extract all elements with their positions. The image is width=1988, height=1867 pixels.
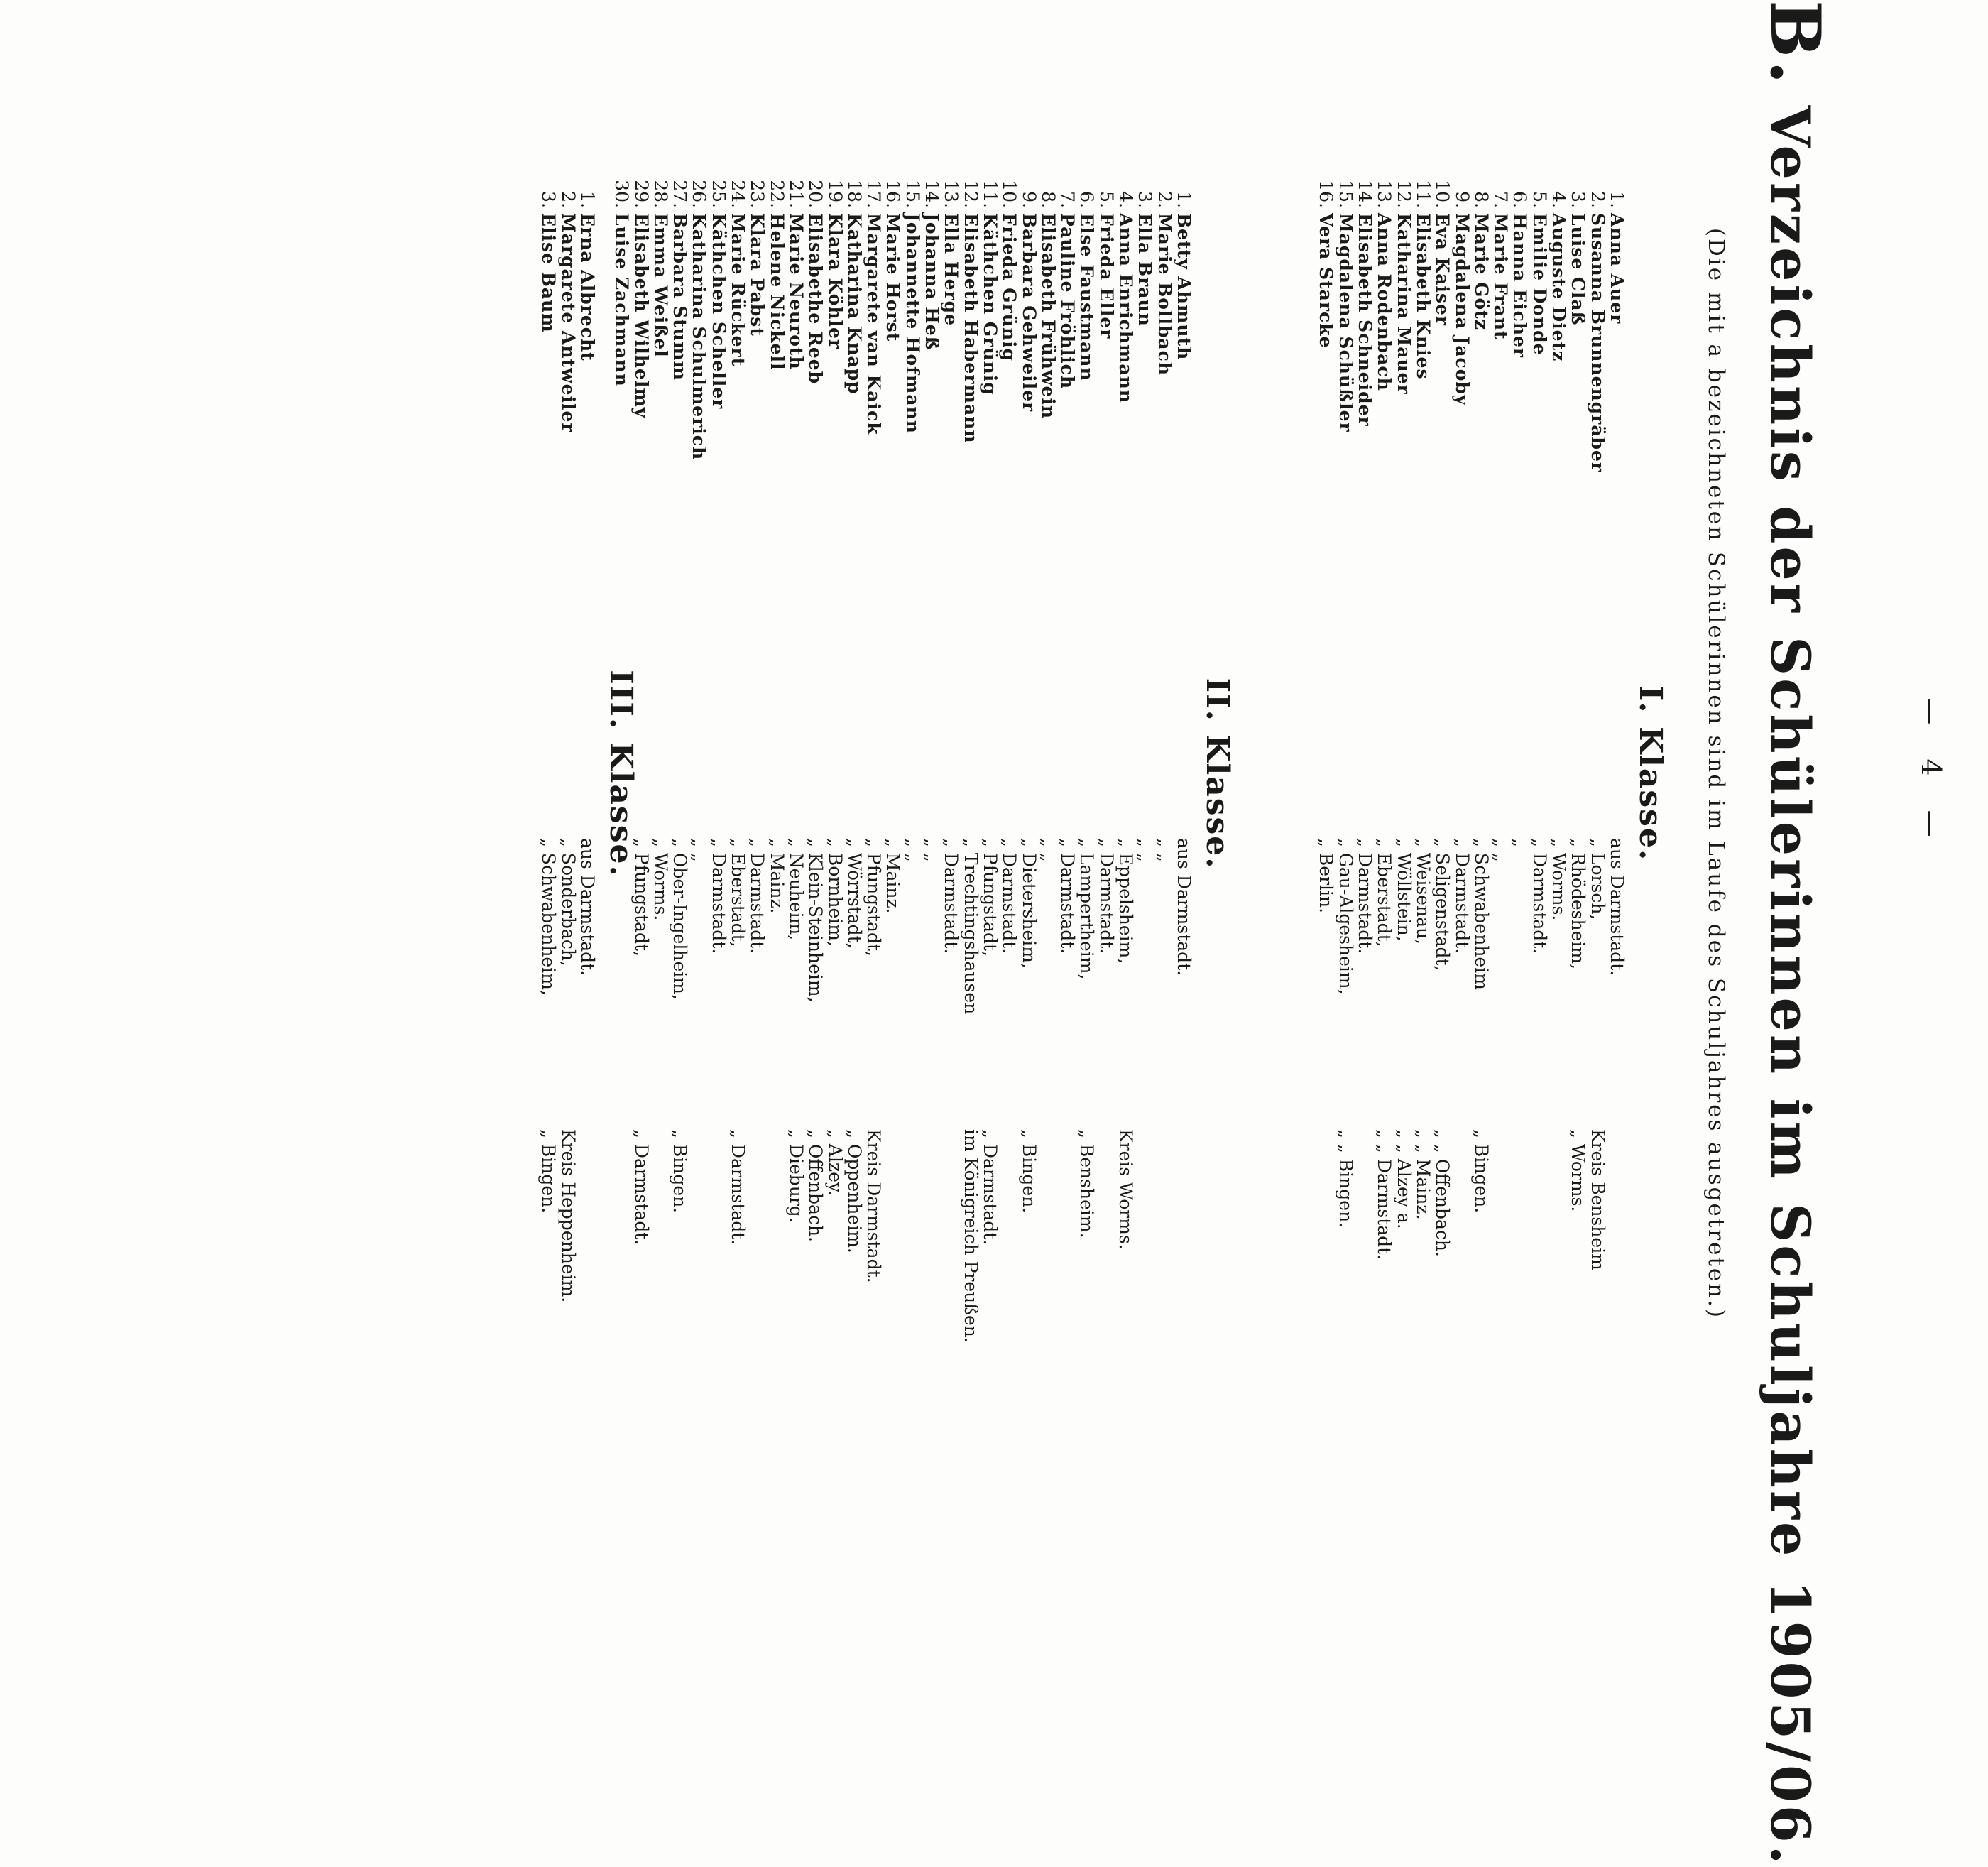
student-name: Emilie Donde	[1529, 213, 1550, 356]
student-name: Betty Ahmuth	[1174, 213, 1194, 361]
student-number: 1.	[1607, 191, 1627, 208]
student-name: Helene Nickell	[766, 213, 787, 371]
student-row	[1453, 0, 1471, 1547]
student-row	[1607, 0, 1626, 1547]
student-number: 14.	[1355, 180, 1376, 208]
student-origin: „ Neuheim,	[786, 838, 807, 941]
student-origin: „ Schwabenheim,	[538, 838, 559, 996]
student-row	[539, 0, 557, 1547]
class-heading: II. Klasse.	[1199, 677, 1235, 870]
student-name: Katharina Mauer	[1393, 213, 1414, 395]
student-row	[559, 0, 577, 1547]
student-row	[1394, 0, 1413, 1547]
student-origin: „ „	[902, 838, 923, 862]
student-name: Eva Kaiser	[1432, 213, 1453, 327]
student-number: 8.	[1470, 191, 1492, 208]
student-row	[961, 0, 980, 1547]
student-number: 16.	[883, 180, 904, 208]
student-name: Katharina Knapp	[843, 213, 865, 395]
title-letter: B.	[1755, 0, 1835, 87]
student-number: 6.	[1076, 191, 1098, 208]
student-name: Barbara Stumm	[670, 213, 691, 381]
student-origin: „ Darmstadt.	[1057, 838, 1078, 954]
student-row	[1414, 0, 1432, 1547]
student-name: Marie Neuroth	[786, 213, 807, 370]
student-number: 7.	[1057, 191, 1078, 208]
student-district: „ Bensheim.	[1076, 1129, 1098, 1239]
student-origin: „ Lorsch,	[1587, 838, 1608, 920]
student-row	[1317, 0, 1336, 1547]
student-origin: „ Eberstadt,	[728, 838, 749, 947]
student-row	[1530, 0, 1549, 1547]
student-name: Margarete Antweiler	[557, 213, 579, 433]
student-number: 2.	[1154, 191, 1175, 208]
student-name: Johannette Hofmann	[902, 213, 923, 434]
student-row	[922, 0, 941, 1547]
student-origin: „ Mainz.	[883, 838, 904, 914]
student-row	[1433, 0, 1451, 1547]
student-number: 26.	[689, 180, 710, 208]
student-name: Marie Rückert	[728, 213, 749, 367]
student-name: Johanna Heß	[922, 213, 943, 351]
student-name: Else Faustmann	[1076, 213, 1098, 381]
student-district: „ Darmstadt.	[728, 1129, 749, 1246]
student-origin: „ Pfungstadt,	[980, 838, 1000, 957]
student-row	[670, 0, 689, 1547]
student-row	[709, 0, 728, 1547]
student-row	[1375, 0, 1393, 1547]
student-number: 2.	[1587, 191, 1608, 208]
student-number: 13.	[941, 180, 962, 208]
student-name: Luise Zachmann	[611, 213, 633, 387]
student-number: 17.	[863, 180, 885, 208]
page-subtitle: (Die mit a bezeichneten Schülerinnen sind im Laufe des Schuljahres ausgetreten.)	[1703, 227, 1729, 1320]
student-number: 5.	[1096, 191, 1117, 208]
student-origin: „ Dietersheim,	[1018, 838, 1039, 969]
student-row	[1336, 0, 1355, 1547]
student-row	[768, 0, 786, 1547]
student-name: Käthchen Scheller	[708, 213, 729, 410]
student-district: „ Bingen.	[1470, 1129, 1492, 1214]
page-number: — 4 —	[1916, 697, 1947, 850]
student-number: 21.	[786, 180, 807, 208]
student-name: Katharina Schulmerich	[689, 213, 710, 461]
student-district: „ Oppenheim.	[843, 1129, 865, 1253]
student-row	[1549, 0, 1568, 1547]
student-row	[1078, 0, 1096, 1547]
student-number: 30.	[611, 180, 633, 208]
student-origin: „ Darmstadt.	[1096, 838, 1117, 954]
student-origin: „ Pfungstadt,	[630, 838, 652, 957]
student-name: Susanna Brunnengräber	[1587, 213, 1608, 473]
student-number: 1.	[1174, 191, 1194, 208]
student-number: 16.	[1316, 180, 1337, 208]
student-row	[903, 0, 922, 1547]
student-origin: aus Darmstadt.	[1607, 838, 1627, 976]
student-number: 10.	[1432, 180, 1453, 208]
student-row	[1039, 0, 1057, 1547]
student-name: Käthchen Grünig	[980, 213, 1000, 396]
student-origin: „ Darmstadt.	[1529, 838, 1550, 954]
student-origin: „ Lampertheim,	[1076, 838, 1098, 980]
student-origin: „ Klein-Steinheim,	[805, 838, 826, 1003]
student-number: 15.	[902, 180, 923, 208]
student-number: 6.	[1509, 191, 1531, 208]
student-number: 19.	[824, 180, 846, 208]
student-district: Kreis Heppenheim.	[557, 1129, 579, 1303]
student-number: 2.	[557, 191, 579, 208]
student-number: 13.	[1374, 180, 1395, 208]
student-origin: „ Ober-Ingelheim,	[670, 838, 691, 1000]
student-number: 9.	[1018, 191, 1039, 208]
student-number: 3.	[538, 191, 559, 208]
student-number: 25.	[708, 180, 729, 208]
student-origin: „ „	[1135, 838, 1156, 862]
student-district: „ Alzey.	[824, 1129, 846, 1196]
student-origin: „ Sonderbach,	[557, 838, 579, 967]
student-origin: „ „	[1037, 838, 1059, 862]
student-name: Anna Rodenbach	[1374, 213, 1395, 391]
student-district: „ „ Offenbach.	[1432, 1129, 1453, 1257]
student-origin: „ Schwabenheim	[1470, 838, 1492, 990]
student-name: Anna Auer	[1607, 213, 1627, 325]
student-row	[1058, 0, 1076, 1547]
student-name: Elisabethe Reeb	[805, 213, 826, 385]
student-number: 12.	[960, 180, 981, 208]
student-name: Luise Claß	[1568, 213, 1589, 326]
student-row	[845, 0, 863, 1547]
student-district: „ Bingen.	[670, 1129, 691, 1214]
student-row	[1588, 0, 1607, 1547]
student-row	[1174, 0, 1193, 1547]
student-origin: „ Darmstadt.	[708, 838, 729, 954]
student-origin: „ Darmstadt.	[999, 838, 1020, 954]
student-row	[1135, 0, 1154, 1547]
student-name: Elisabeth Habermann	[960, 213, 981, 444]
student-origin: „ „	[1154, 838, 1175, 862]
student-name: Pauline Fröhlich	[1057, 213, 1078, 390]
student-origin: aus Darmstadt.	[577, 838, 598, 976]
student-origin: „ „	[689, 838, 710, 862]
student-district: „ Darmstadt.	[980, 1129, 1000, 1246]
student-name: Ella Braun	[1135, 213, 1156, 327]
student-number: 3.	[1135, 191, 1156, 208]
class-heading: I. Klasse.	[1632, 685, 1668, 862]
student-row	[1155, 0, 1174, 1547]
student-district: „ Worms.	[1568, 1129, 1589, 1212]
student-row	[1000, 0, 1018, 1547]
student-row	[1097, 0, 1115, 1547]
student-row	[826, 0, 844, 1547]
student-origin: „ Darmstadt.	[747, 838, 768, 954]
student-row	[1490, 0, 1512, 1547]
student-number: 4.	[1115, 191, 1137, 208]
student-origin: „ „	[1490, 838, 1512, 862]
student-number: 15.	[1335, 180, 1356, 208]
student-name: Elise Baum	[538, 213, 559, 333]
student-origin: „ Mainz.	[766, 838, 787, 914]
student-name: Auguste Dietz	[1549, 213, 1570, 362]
student-number: 1.	[577, 191, 598, 208]
student-row	[1355, 0, 1374, 1547]
student-district: „ Bingen.	[1018, 1129, 1039, 1214]
student-name: Klara Pabst	[747, 213, 768, 337]
student-row	[864, 0, 883, 1547]
student-row	[1020, 0, 1038, 1547]
student-origin: „ Gau-Algesheim,	[1335, 838, 1356, 995]
student-origin: „ „	[922, 838, 943, 862]
student-number: 29.	[630, 180, 652, 208]
student-number: 12.	[1393, 180, 1414, 208]
student-name: Marie Bollbach	[1154, 213, 1175, 376]
student-name: Elisabeth Schneider	[1355, 213, 1376, 427]
student-origin: „ Weisenau,	[1413, 838, 1433, 945]
page-title	[1755, 0, 1835, 1867]
student-name: Frieda Eller	[1096, 213, 1117, 339]
student-origin: „ Seligenstadt,	[1432, 838, 1453, 971]
title-text: Verzeichnis der Schülerinnen im Schuljahre 1905/06.	[1759, 105, 1822, 1867]
student-name: Ella Herge	[941, 213, 962, 327]
student-number: 3.	[1568, 191, 1589, 208]
student-name: Hanna Eicher	[1509, 213, 1531, 359]
student-number: 5.	[1529, 191, 1550, 208]
student-district: „ Offenbach.	[805, 1129, 826, 1243]
student-row	[748, 0, 766, 1547]
student-origin: „ Trechtingshausen	[960, 838, 981, 1015]
student-number: 4.	[1549, 191, 1570, 208]
student-number: 7.	[1490, 191, 1512, 208]
student-row	[690, 0, 709, 1547]
student-origin: „ Pfungstadt,	[863, 838, 885, 957]
student-row	[941, 0, 960, 1547]
student-row	[1472, 0, 1490, 1547]
student-row	[1116, 0, 1135, 1547]
student-district: „ „ Mainz.	[1413, 1129, 1433, 1220]
student-name: Marie Götz	[1470, 213, 1492, 330]
student-row	[1511, 0, 1529, 1547]
student-district: „ Darmstadt.	[630, 1129, 652, 1246]
student-origin: „ Worms.	[1549, 838, 1570, 921]
student-district: Kreis Worms.	[1115, 1129, 1137, 1250]
student-row	[651, 0, 670, 1547]
student-row	[1568, 0, 1587, 1547]
student-row	[728, 0, 747, 1547]
student-number: 11.	[1413, 180, 1433, 208]
class-heading: III. Klasse.	[603, 670, 639, 878]
student-district: „ „ Darmstadt.	[1374, 1129, 1395, 1261]
student-name: Emma Weißel	[650, 213, 671, 358]
student-name: Magdalena Jacoby	[1451, 213, 1473, 406]
student-origin: „ Darmstadt.	[1451, 838, 1473, 954]
student-number: 8.	[1037, 191, 1059, 208]
student-name: Barbara Gehweiler	[1018, 213, 1039, 413]
student-name: Elisabeth Knies	[1413, 213, 1433, 380]
student-number: 27.	[670, 180, 691, 208]
student-row	[787, 0, 805, 1547]
student-number: 18.	[843, 180, 865, 208]
student-name: Vera Starcke	[1316, 213, 1337, 349]
student-name: Elisabeth Wilhelmy	[630, 213, 652, 419]
student-row	[578, 0, 596, 1547]
student-origin: „	[1509, 838, 1531, 847]
student-name: Magdalena Schüßler	[1335, 213, 1356, 432]
student-number: 9.	[1451, 191, 1473, 208]
student-district: „ Bingen.	[538, 1129, 559, 1214]
student-name: Marie Frant	[1490, 213, 1512, 340]
student-origin: aus Darmstadt.	[1174, 838, 1194, 976]
student-origin: „ Darmstadt.	[941, 838, 962, 954]
student-name: Anna Enrichmann	[1115, 213, 1137, 403]
student-name: Frieda Grünig	[999, 213, 1020, 362]
student-district: „ „ Alzey a.	[1393, 1129, 1414, 1229]
student-origin: „ Worms.	[650, 838, 671, 921]
student-origin: „ Eberstadt,	[1374, 838, 1395, 947]
student-name: Klara Köhler	[824, 213, 846, 350]
student-origin: „ Rhödesheim,	[1568, 838, 1589, 970]
student-origin: „ Bornheim,	[824, 838, 846, 947]
student-row	[981, 0, 999, 1547]
student-number: 11.	[980, 180, 1000, 208]
student-name: Erna Albrecht	[577, 213, 598, 361]
student-district: Kreis Bensheim	[1587, 1129, 1608, 1270]
student-origin: „ Wöllstein,	[1393, 838, 1414, 942]
student-origin: „ Berlin.	[1316, 838, 1337, 914]
student-district: „ Dieburg.	[786, 1129, 807, 1223]
student-origin: „ Wörrstadt,	[843, 838, 865, 949]
student-row	[884, 0, 902, 1547]
student-district: Kreis Darmstadt.	[863, 1129, 885, 1283]
student-number: 23.	[747, 180, 768, 208]
student-number: 28.	[650, 180, 671, 208]
student-number: 10.	[999, 180, 1020, 208]
student-number: 22.	[766, 180, 787, 208]
student-row	[806, 0, 824, 1547]
student-name: Elisabeth Frühwein	[1037, 213, 1059, 420]
student-number: 14.	[922, 180, 943, 208]
student-district: im Königreich Preußen.	[960, 1129, 981, 1343]
student-origin: „ Darmstadt.	[1355, 838, 1376, 954]
student-number: 24.	[728, 180, 749, 208]
student-number: 20.	[805, 180, 826, 208]
student-name: Marie Horst	[883, 213, 904, 342]
student-origin: „ Eppelsheim,	[1115, 838, 1137, 964]
student-district: „ „ Bingen.	[1335, 1129, 1356, 1229]
student-name: Margarete van Kaick	[863, 213, 885, 435]
